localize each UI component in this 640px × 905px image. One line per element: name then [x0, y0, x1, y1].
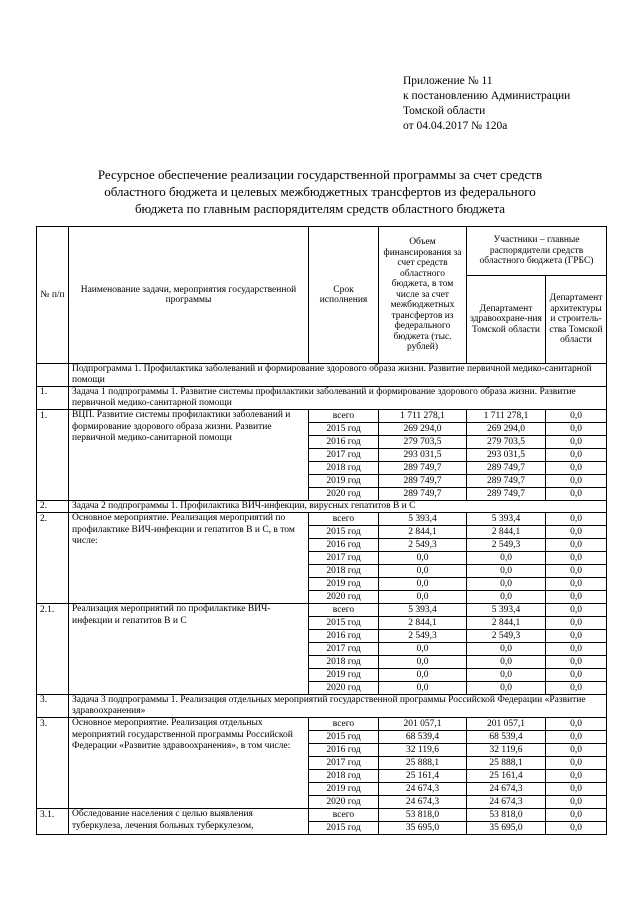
arch-dept-cell: 0,0 — [546, 682, 607, 695]
health-dept-cell: 201 057,1 — [467, 718, 546, 731]
arch-dept-cell: 0,0 — [546, 475, 607, 488]
volume-cell: 2 844,1 — [379, 617, 467, 630]
arch-dept-cell: 0,0 — [546, 617, 607, 630]
health-dept-cell: 2 844,1 — [467, 526, 546, 539]
task-num: 3. — [37, 695, 69, 718]
period-cell: 2019 год — [309, 475, 379, 488]
header-term: Срок исполнения — [309, 227, 379, 364]
health-dept-cell: 269 294,0 — [467, 423, 546, 436]
volume-cell: 2 549,3 — [379, 630, 467, 643]
volume-cell: 24 674,3 — [379, 783, 467, 796]
title-line-2: областного бюджета и целевых межбюджетных трансфертов из федерального — [104, 184, 536, 199]
title-line-1: Ресурсное обеспечение реализации государственной программы за счет средств — [97, 167, 543, 182]
volume-cell: 269 294,0 — [379, 423, 467, 436]
period-cell: 2015 год — [309, 731, 379, 744]
volume-cell: 24 674,3 — [379, 796, 467, 809]
header-dept-arch: Департамент архитектуры и строитель-ства Томской области — [546, 276, 607, 364]
task-num: 1. — [37, 387, 69, 410]
arch-dept-cell: 0,0 — [546, 578, 607, 591]
health-dept-cell: 2 549,3 — [467, 630, 546, 643]
volume-cell: 293 031,5 — [379, 449, 467, 462]
volume-cell: 68 539,4 — [379, 731, 467, 744]
arch-dept-cell: 0,0 — [546, 565, 607, 578]
health-dept-cell: 289 749,7 — [467, 462, 546, 475]
period-cell: 2018 год — [309, 565, 379, 578]
volume-cell: 0,0 — [379, 682, 467, 695]
arch-dept-cell: 0,0 — [546, 513, 607, 526]
period-cell: 2017 год — [309, 449, 379, 462]
arch-dept-cell: 0,0 — [546, 744, 607, 757]
period-cell: 2016 год — [309, 539, 379, 552]
header-dept-health: Департамент здравоохране-ния Томской области — [467, 276, 546, 364]
arch-dept-cell: 0,0 — [546, 669, 607, 682]
period-cell: 2015 год — [309, 423, 379, 436]
subprogram-row — [37, 364, 607, 387]
volume-cell: 5 393,4 — [379, 604, 467, 617]
volume-cell: 0,0 — [379, 591, 467, 604]
header-name: Наименование задачи, мероприятия государственной программы — [69, 227, 309, 364]
arch-dept-cell: 0,0 — [546, 449, 607, 462]
row-num: 1. — [37, 410, 69, 501]
arch-dept-cell: 0,0 — [546, 718, 607, 731]
period-cell: 2016 год — [309, 630, 379, 643]
row-num: 3.1. — [37, 809, 69, 835]
row-num: 2.1. — [37, 604, 69, 695]
period-cell: 2020 год — [309, 682, 379, 695]
period-cell: всего — [309, 604, 379, 617]
volume-cell: 0,0 — [379, 552, 467, 565]
health-dept-cell: 0,0 — [467, 578, 546, 591]
volume-cell: 279 703,5 — [379, 436, 467, 449]
arch-dept-cell: 0,0 — [546, 770, 607, 783]
volume-cell: 0,0 — [379, 565, 467, 578]
task-text: Задача 2 подпрограммы 1. Профилактика ВИЧ-инфекции, вирусных гепатитов В и С — [69, 501, 607, 513]
period-cell: 2019 год — [309, 783, 379, 796]
task-row — [37, 695, 607, 718]
period-cell: 2017 год — [309, 552, 379, 565]
period-cell: 2016 год — [309, 744, 379, 757]
health-dept-cell: 1 711 278,1 — [467, 410, 546, 423]
annex-region: Томской области — [403, 105, 486, 117]
arch-dept-cell: 0,0 — [546, 822, 607, 835]
document-title — [40, 166, 600, 217]
health-dept-cell: 24 674,3 — [467, 783, 546, 796]
volume-cell: 0,0 — [379, 669, 467, 682]
arch-dept-cell: 0,0 — [546, 809, 607, 822]
annex-resolution: к постановлению Администрации — [403, 90, 571, 102]
volume-cell: 2 844,1 — [379, 526, 467, 539]
arch-dept-cell: 0,0 — [546, 552, 607, 565]
volume-cell: 0,0 — [379, 643, 467, 656]
health-dept-cell: 2 549,3 — [467, 539, 546, 552]
health-dept-cell: 0,0 — [467, 682, 546, 695]
period-cell: 2019 год — [309, 669, 379, 682]
health-dept-cell: 5 393,4 — [467, 604, 546, 617]
arch-dept-cell: 0,0 — [546, 539, 607, 552]
table-row — [37, 809, 607, 822]
period-cell: 2016 год — [309, 436, 379, 449]
period-cell: всего — [309, 410, 379, 423]
header-participants: Участники – главные распорядители средств областного бюджета (ГРБС) — [467, 227, 607, 276]
annex-title: Приложение № 11 — [403, 75, 493, 87]
period-cell: 2018 год — [309, 656, 379, 669]
period-cell: 2020 год — [309, 488, 379, 501]
annex-block — [403, 74, 570, 134]
arch-dept-cell: 0,0 — [546, 423, 607, 436]
volume-cell: 289 749,7 — [379, 488, 467, 501]
arch-dept-cell: 0,0 — [546, 526, 607, 539]
health-dept-cell: 32 119,6 — [467, 744, 546, 757]
arch-dept-cell: 0,0 — [546, 604, 607, 617]
health-dept-cell: 5 393,4 — [467, 513, 546, 526]
volume-cell: 1 711 278,1 — [379, 410, 467, 423]
period-cell: 2020 год — [309, 796, 379, 809]
row-num: 2. — [37, 513, 69, 604]
volume-cell: 5 393,4 — [379, 513, 467, 526]
task-text: Задача 1 подпрограммы 1. Развитие системы профилактики заболеваний и формирование здорового образа жизни. Развитие первичной медико-санитарной помощи — [69, 387, 607, 410]
period-cell: всего — [309, 718, 379, 731]
period-cell: всего — [309, 809, 379, 822]
annex-date: от 04.04.2017 № 120а — [403, 120, 508, 132]
volume-cell: 2 549,3 — [379, 539, 467, 552]
health-dept-cell: 2 844,1 — [467, 617, 546, 630]
volume-cell: 32 119,6 — [379, 744, 467, 757]
volume-cell: 0,0 — [379, 656, 467, 669]
period-cell: 2020 год — [309, 591, 379, 604]
header-volume: Объем финансирования за счет средств областного бюджета, в том числе за счет межбюджетных трансфертов из федерального бюджета (тыс. рублей) — [379, 227, 467, 364]
table-row — [37, 513, 607, 526]
row-num: 3. — [37, 718, 69, 809]
health-dept-cell: 0,0 — [467, 643, 546, 656]
arch-dept-cell: 0,0 — [546, 462, 607, 475]
health-dept-cell: 25 161,4 — [467, 770, 546, 783]
arch-dept-cell: 0,0 — [546, 757, 607, 770]
arch-dept-cell: 0,0 — [546, 591, 607, 604]
title-line-3: бюджета по главным распорядителям средств областного бюджета — [134, 201, 506, 216]
arch-dept-cell: 0,0 — [546, 436, 607, 449]
arch-dept-cell: 0,0 — [546, 731, 607, 744]
table-body — [37, 364, 607, 835]
volume-cell: 289 749,7 — [379, 462, 467, 475]
measure-name: ВЦП. Развитие системы профилактики заболеваний и формирование здорового образа жизни. Развитие первичной медико-санитарной помощи — [69, 410, 309, 501]
measure-name: Обследование населения с целью выявления туберкулеза, лечения больных туберкулезом, — [69, 809, 309, 835]
volume-cell: 201 057,1 — [379, 718, 467, 731]
arch-dept-cell: 0,0 — [546, 410, 607, 423]
arch-dept-cell: 0,0 — [546, 796, 607, 809]
health-dept-cell: 0,0 — [467, 552, 546, 565]
table-row — [37, 718, 607, 731]
period-cell: 2017 год — [309, 643, 379, 656]
health-dept-cell: 35 695,0 — [467, 822, 546, 835]
volume-cell: 25 888,1 — [379, 757, 467, 770]
period-cell: всего — [309, 513, 379, 526]
task-text: Задача 3 подпрограммы 1. Реализация отдельных мероприятий государственной программы Российской Федерации «Развитие здравоохранения» — [69, 695, 607, 718]
period-cell: 2015 год — [309, 822, 379, 835]
health-dept-cell: 289 749,7 — [467, 488, 546, 501]
volume-cell: 289 749,7 — [379, 475, 467, 488]
resource-table — [36, 226, 607, 835]
period-cell: 2018 год — [309, 770, 379, 783]
measure-name: Реализация мероприятий по профилактике ВИЧ-инфекции и гепатитов В и С — [69, 604, 309, 695]
health-dept-cell: 0,0 — [467, 591, 546, 604]
task-row — [37, 501, 607, 513]
health-dept-cell: 279 703,5 — [467, 436, 546, 449]
health-dept-cell: 289 749,7 — [467, 475, 546, 488]
table-row — [37, 410, 607, 423]
health-dept-cell: 293 031,5 — [467, 449, 546, 462]
volume-cell: 35 695,0 — [379, 822, 467, 835]
health-dept-cell: 24 674,3 — [467, 796, 546, 809]
header-num: № п/п — [37, 227, 69, 364]
period-cell: 2015 год — [309, 617, 379, 630]
health-dept-cell: 0,0 — [467, 656, 546, 669]
measure-name: Основное мероприятие. Реализация мероприятий по профилактике ВИЧ-инфекции и гепатитов В и С, в том числе: — [69, 513, 309, 604]
table-row — [37, 604, 607, 617]
health-dept-cell: 0,0 — [467, 669, 546, 682]
period-cell: 2017 год — [309, 757, 379, 770]
task-row — [37, 387, 607, 410]
measure-name: Основное мероприятие. Реализация отдельных мероприятий государственной программы Российской Федерации «Развитие здравоохранения», в том числе: — [69, 718, 309, 809]
volume-cell: 25 161,4 — [379, 770, 467, 783]
arch-dept-cell: 0,0 — [546, 630, 607, 643]
volume-cell: 0,0 — [379, 578, 467, 591]
subprogram-text: Подпрограмма 1. Профилактика заболеваний и формирование здорового образа жизни. Развитие первичной медико-санитарной помощи — [69, 364, 607, 387]
arch-dept-cell: 0,0 — [546, 783, 607, 796]
period-cell: 2019 год — [309, 578, 379, 591]
health-dept-cell: 53 818,0 — [467, 809, 546, 822]
arch-dept-cell: 0,0 — [546, 656, 607, 669]
health-dept-cell: 25 888,1 — [467, 757, 546, 770]
arch-dept-cell: 0,0 — [546, 488, 607, 501]
period-cell: 2015 год — [309, 526, 379, 539]
health-dept-cell: 0,0 — [467, 565, 546, 578]
task-num: 2. — [37, 501, 69, 513]
health-dept-cell: 68 539,4 — [467, 731, 546, 744]
arch-dept-cell: 0,0 — [546, 643, 607, 656]
period-cell: 2018 год — [309, 462, 379, 475]
volume-cell: 53 818,0 — [379, 809, 467, 822]
